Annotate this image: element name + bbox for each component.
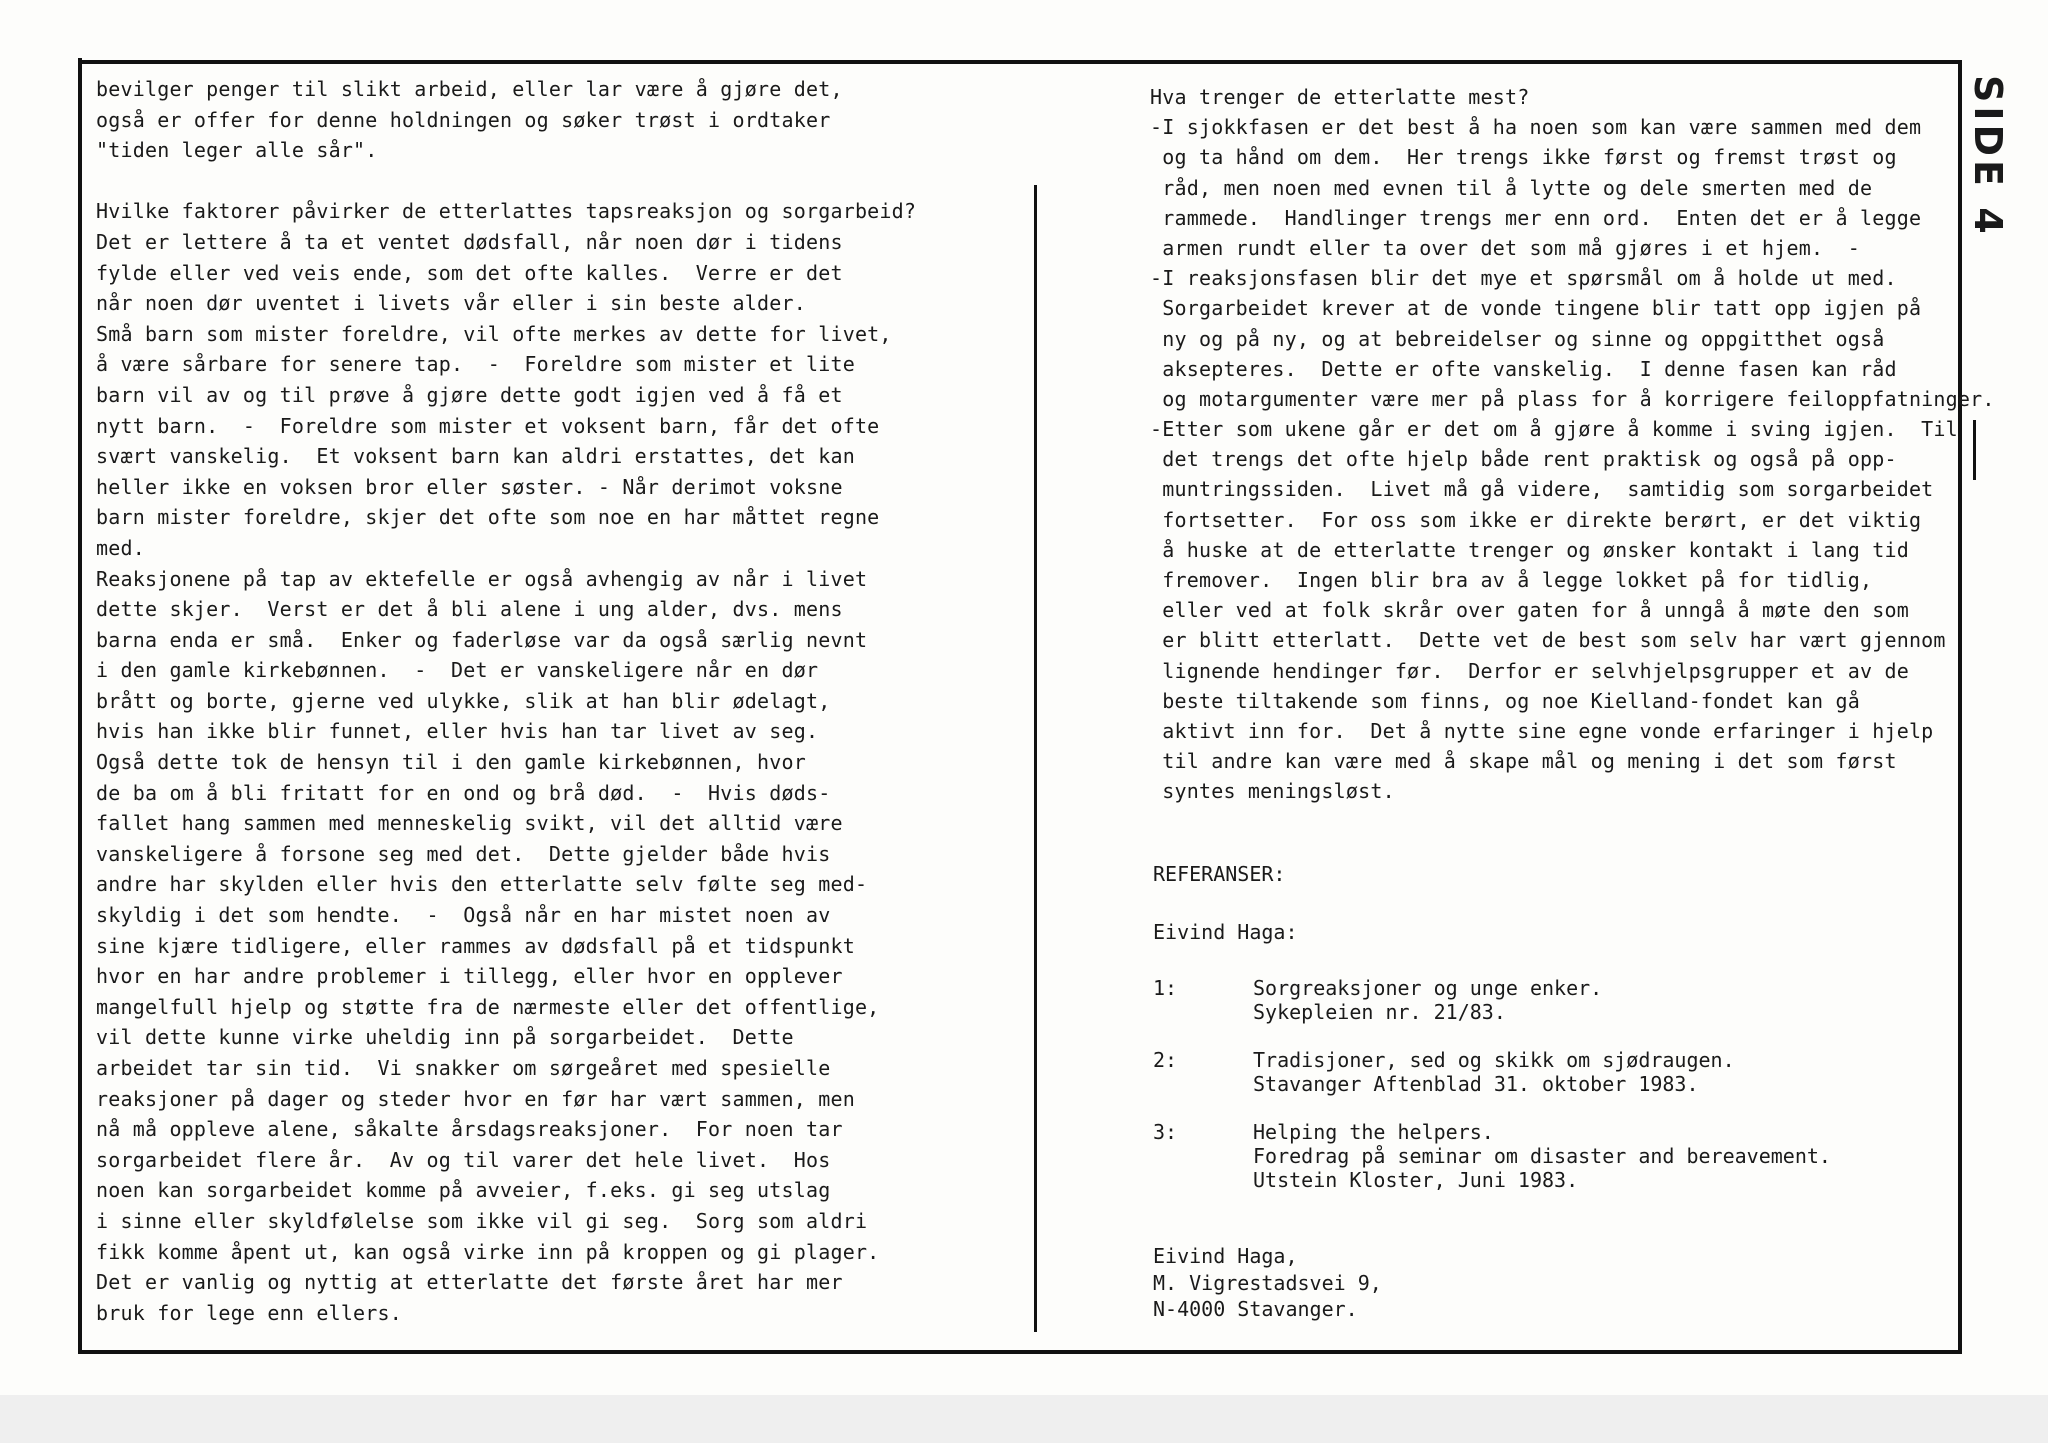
left-column-text-line: Også dette tok de hensyn til i den gamle kirkebønnen, hvor [96, 750, 806, 775]
left-text-column [96, 74, 1026, 1328]
left-column-text-line: Små barn som mister foreldre, vil ofte merkes av dette for livet, [96, 321, 892, 346]
left-column-text-line: barn mister foreldre, skjer det ofte som noe en har måttet regne [96, 505, 880, 530]
left-column-text-line: brått og borte, gjerne ved ulykke, slik at han blir ødelagt, [96, 688, 831, 713]
frame-border-left [78, 58, 82, 1354]
left-column-text-line: fallet hang sammen med menneskelig svikt, vil det alltid være [96, 811, 843, 836]
frame-border-bottom [78, 1350, 1958, 1354]
left-column-text-line: mangelfull hjelp og støtte fra de nærmeste eller det offentlige, [96, 994, 880, 1019]
right-column-text-line: ny og på ny, og at bebreidelser og sinne og oppgitthet også [1150, 326, 1885, 351]
right-column-text-line: armen rundt eller ta over det som må gjøres i et hjem. - [1150, 235, 1860, 260]
frame-border-top [78, 60, 1958, 64]
right-column-text-line: fremover. Ingen blir bra av å legge lokket på for tidlig, [1150, 568, 1873, 592]
left-column-text-line: hvor en har andre problemer i tillegg, eller hvor en opplever [96, 964, 843, 989]
author-address [1153, 1243, 1382, 1323]
left-column-text-line [96, 166, 1026, 197]
left-column-text-line: med. [96, 535, 145, 560]
left-column-text-line: vanskeligere å forsone seg med det. Dette gjelder både hvis [96, 841, 831, 866]
right-column-text-line: -I reaksjonsfasen blir det mye et spørsmål om å holde ut med. [1150, 266, 1897, 291]
reference-line: Helping the helpers. [1253, 1120, 1494, 1144]
right-column-text-line: rammede. Handlinger trengs mer enn ord. Enten det er å legge [1150, 205, 1922, 230]
reference-item [1153, 1120, 1953, 1192]
right-column-text-line: til andre kan være med å skape mål og mening i det som først [1150, 749, 1897, 774]
right-column-text-line: aktivt inn for. Det å nytte sine egne vonde erfaringer i hjelp [1150, 718, 1934, 743]
reference-line: Utstein Kloster, Juni 1983. [1253, 1168, 1579, 1192]
references-list [1153, 976, 1953, 1192]
right-column-text-line: å huske at de etterlatte trenger og ønsker kontakt i lang tid [1150, 537, 1909, 562]
reference-line: Sykepleien nr. 21/83. [1253, 1000, 1506, 1024]
left-column-text-line: i sinne eller skyldfølelse som ikke vil gi seg. Sorg som aldri [96, 1208, 868, 1233]
left-column-text-line: "tiden leger alle sår". [96, 138, 378, 163]
left-column-text-line: når noen dør uventet i livets vår eller i sin beste alder. [96, 291, 806, 316]
reference-line: Tradisjoner, sed og skikk om sjødraugen. [1253, 1048, 1735, 1072]
left-column-text-line: de ba om å bli fritatt for en ond og brå død. - Hvis døds- [96, 780, 831, 805]
right-column-text-line: beste tiltakende som finns, og noe Kielland-fondet kan gå [1150, 688, 1860, 713]
right-column-text-line: er blitt etterlatt. Dette vet de best som selv har vært gjennom [1150, 628, 1946, 653]
left-column-text-line: også er offer for denne holdningen og søker trøst i ordtaker [96, 107, 831, 132]
right-column-text-line: Hva trenger de etterlatte mest? [1150, 85, 1530, 109]
right-column-text-line: og motargumenter være mer på plass for å korrigere feiloppfatninger. [1150, 386, 1995, 411]
reference-number: 1: [1153, 976, 1178, 1000]
left-column-text-line: nå må oppleve alene, såkalte årsdagsreaksjoner. For noen tar [96, 1117, 843, 1142]
right-column-text-line: -I sjokkfasen er det best å ha noen som kan være sammen med dem [1150, 115, 1922, 140]
left-column-text-line: sorgarbeidet flere år. Av og til varer det hele livet. Hos [96, 1147, 831, 1172]
left-column-text-line: fylde eller ved veis ende, som det ofte kalles. Verre er det [96, 260, 843, 285]
right-column-text-line: eller ved at folk skrår over gaten for å unngå å møte den som [1150, 598, 1909, 623]
address-line: Eivind Haga, [1153, 1244, 1298, 1268]
left-column-text-line: svært vanskelig. Et voksent barn kan aldri erstattes, det kan [96, 444, 855, 469]
address-line: M. Vigrestadsvei 9, [1153, 1270, 1382, 1295]
left-column-text-line: reaksjoner på dager og steder hvor en før har vært sammen, men [96, 1086, 855, 1111]
right-text-column [1150, 82, 2010, 807]
references-heading: REFERANSER: [1153, 862, 1286, 886]
left-column-text-line: i den gamle kirkebønnen. - Det er vanskeligere når en dør [96, 658, 819, 683]
left-column-text-line: barna enda er små. Enker og faderløse var da også særlig nevnt [96, 627, 868, 652]
left-column-text-line: Reaksjonene på tap av ektefelle er også avhengig av når i livet [96, 566, 868, 591]
left-column-text-line: Hvilke faktorer påvirker de etterlattes tapsreaksjon og sorgarbeid? [96, 199, 917, 224]
column-divider [1034, 185, 1037, 1332]
left-column-text-line: andre har skylden eller hvis den etterlatte selv følte seg med- [96, 872, 868, 897]
address-line: N-4000 Stavanger. [1153, 1297, 1358, 1321]
right-column-text-line: -Etter som ukene går er det om å gjøre å komme i sving igjen. Til [1150, 417, 1958, 442]
reference-text [1253, 1048, 1735, 1096]
right-column-text-line: syntes meningsløst. [1150, 779, 1395, 804]
page-number-stamp: SIDE 4 [1966, 75, 2010, 238]
reference-line: Stavanger Aftenblad 31. oktober 1983. [1253, 1072, 1699, 1096]
reference-number: 2: [1153, 1048, 1178, 1072]
right-column-text-line: muntringssiden. Livet må gå videre, samtidig som sorgarbeidet [1150, 477, 1934, 502]
reference-item [1153, 976, 1953, 1024]
left-column-text-line: fikk komme åpent ut, kan også virke inn på kroppen og gi plager. [96, 1239, 880, 1264]
reference-text [1253, 976, 1602, 1024]
left-column-text-line: sine kjære tidligere, eller rammes av dødsfall på et tidspunkt [96, 933, 855, 958]
reference-number: 3: [1153, 1120, 1178, 1144]
left-column-text-line: noen kan sorgarbeidet komme på avveier, f.eks. gi seg utslag [96, 1178, 831, 1203]
right-column-text-line: lignende hendinger før. Derfor er selvhjelpsgrupper et av de [1150, 658, 1909, 683]
right-column-text-line: fortsetter. For oss som ikke er direkte berørt, er det viktig [1150, 507, 1922, 532]
left-column-text-line: Det er vanlig og nyttig at etterlatte det første året har mer [96, 1270, 843, 1295]
left-column-text-line: barn vil av og til prøve å gjøre dette godt igjen ved å få et [96, 382, 843, 407]
reference-text [1253, 1120, 1831, 1192]
references-author: Eivind Haga: [1153, 920, 1298, 944]
right-column-text-line: Sorgarbeidet krever at de vonde tingene blir tatt opp igjen på [1150, 296, 1922, 321]
right-column-text-line: aksepteres. Dette er ofte vanskelig. I denne fasen kan råd [1150, 356, 1897, 381]
left-column-text-line: nytt barn. - Foreldre som mister et voksent barn, får det ofte [96, 413, 880, 438]
left-column-text-line: dette skjer. Verst er det å bli alene i ung alder, dvs. mens [96, 597, 843, 622]
scan-margin [0, 1395, 2048, 1443]
left-column-text-line: Det er lettere å ta et ventet dødsfall, når noen dør i tidens [96, 229, 843, 254]
reference-line: Foredrag på seminar om disaster and bereavement. [1253, 1144, 1831, 1168]
left-column-text-line: bevilger penger til slikt arbeid, eller lar være å gjøre det, [96, 77, 843, 101]
reference-line: Sorgreaksjoner og unge enker. [1253, 976, 1603, 1000]
reference-item [1153, 1048, 1953, 1096]
left-column-text-line: arbeidet tar sin tid. Vi snakker om sørgeåret med spesielle [96, 1056, 831, 1080]
left-column-text-line: hvis han ikke blir funnet, eller hvis han tar livet av seg. [96, 719, 819, 744]
left-column-text-line: heller ikke en voksen bror eller søster. - Når derimot voksne [96, 474, 843, 499]
right-column-text-line: og ta hånd om dem. Her trengs ikke først og fremst trøst og [1150, 145, 1897, 170]
right-column-text-line: råd, men noen med evnen til å lytte og dele smerten med de [1150, 175, 1873, 200]
references-section [1153, 862, 1953, 1192]
right-column-text-line: det trengs det ofte hjelp både rent praktisk og også på opp- [1150, 447, 1897, 472]
left-column-text-line: bruk for lege enn ellers. [96, 1300, 403, 1325]
left-column-text-line: å være sårbare for senere tap. - Foreldre som mister et lite [96, 352, 855, 377]
left-column-text-line: skyldig i det som hendte. - Også når en har mistet noen av [96, 903, 831, 928]
left-column-text-line: vil dette kunne virke uheldig inn på sorgarbeidet. Dette [96, 1025, 794, 1050]
